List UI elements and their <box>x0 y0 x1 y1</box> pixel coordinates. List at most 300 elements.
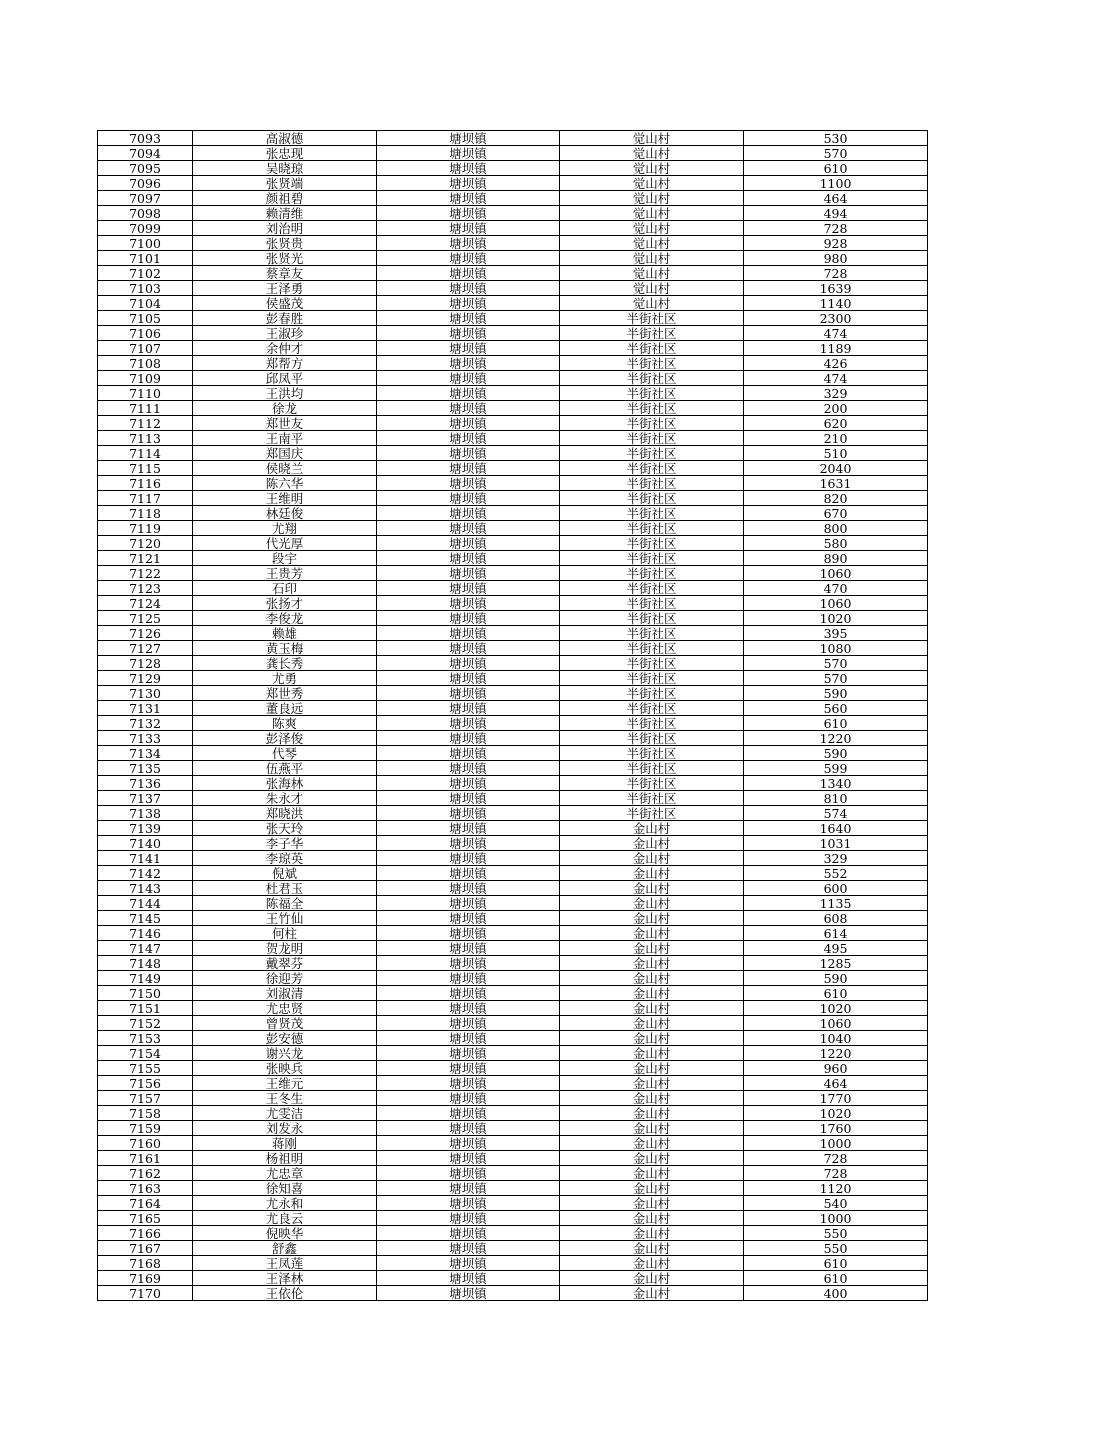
village-cell: 半街社区 <box>560 656 744 671</box>
row-number-cell: 7113 <box>98 431 193 446</box>
row-number-cell: 7143 <box>98 881 193 896</box>
amount-cell: 1631 <box>744 476 928 491</box>
name-cell: 颜祖碧 <box>193 191 377 206</box>
town-cell: 塘坝镇 <box>377 551 560 566</box>
row-number-cell: 7119 <box>98 521 193 536</box>
village-cell: 半街社区 <box>560 326 744 341</box>
village-cell: 金山村 <box>560 1286 744 1301</box>
amount-cell: 552 <box>744 866 928 881</box>
town-cell: 塘坝镇 <box>377 431 560 446</box>
row-number-cell: 7149 <box>98 971 193 986</box>
village-cell: 金山村 <box>560 1001 744 1016</box>
name-cell: 尤勇 <box>193 671 377 686</box>
amount-cell: 1020 <box>744 1001 928 1016</box>
village-cell: 金山村 <box>560 971 744 986</box>
name-cell: 李俊龙 <box>193 611 377 626</box>
row-number-cell: 7153 <box>98 1031 193 1046</box>
row-number-cell: 7104 <box>98 296 193 311</box>
row-number-cell: 7132 <box>98 716 193 731</box>
row-number-cell: 7103 <box>98 281 193 296</box>
name-cell: 张贤贵 <box>193 236 377 251</box>
name-cell: 黄玉梅 <box>193 641 377 656</box>
amount-cell: 1770 <box>744 1091 928 1106</box>
town-cell: 塘坝镇 <box>377 1166 560 1181</box>
row-number-cell: 7094 <box>98 146 193 161</box>
table-row <box>98 1181 928 1196</box>
town-cell: 塘坝镇 <box>377 386 560 401</box>
village-cell: 金山村 <box>560 821 744 836</box>
amount-cell: 1000 <box>744 1136 928 1151</box>
row-number-cell: 7138 <box>98 806 193 821</box>
row-number-cell: 7106 <box>98 326 193 341</box>
village-cell: 觉山村 <box>560 131 744 146</box>
amount-cell: 728 <box>744 1166 928 1181</box>
name-cell: 代光厚 <box>193 536 377 551</box>
town-cell: 塘坝镇 <box>377 1151 560 1166</box>
amount-cell: 1220 <box>744 1046 928 1061</box>
row-number-cell: 7126 <box>98 626 193 641</box>
amount-cell: 550 <box>744 1226 928 1241</box>
row-number-cell: 7115 <box>98 461 193 476</box>
name-cell: 倪映华 <box>193 1226 377 1241</box>
table-row <box>98 326 928 341</box>
amount-cell: 728 <box>744 266 928 281</box>
amount-cell: 2040 <box>744 461 928 476</box>
row-number-cell: 7136 <box>98 776 193 791</box>
village-cell: 金山村 <box>560 1166 744 1181</box>
amount-cell: 426 <box>744 356 928 371</box>
table-row <box>98 236 928 251</box>
table-row <box>98 281 928 296</box>
village-cell: 金山村 <box>560 1151 744 1166</box>
town-cell: 塘坝镇 <box>377 1196 560 1211</box>
amount-cell: 510 <box>744 446 928 461</box>
village-cell: 金山村 <box>560 1241 744 1256</box>
village-cell: 金山村 <box>560 1211 744 1226</box>
table-row <box>98 926 928 941</box>
name-cell: 李子华 <box>193 836 377 851</box>
row-number-cell: 7122 <box>98 566 193 581</box>
amount-cell: 1060 <box>744 1016 928 1031</box>
town-cell: 塘坝镇 <box>377 581 560 596</box>
town-cell: 塘坝镇 <box>377 1226 560 1241</box>
name-cell: 彭安德 <box>193 1031 377 1046</box>
village-cell: 金山村 <box>560 1181 744 1196</box>
name-cell: 王凤莲 <box>193 1256 377 1271</box>
amount-cell: 1031 <box>744 836 928 851</box>
table-row <box>98 611 928 626</box>
row-number-cell: 7120 <box>98 536 193 551</box>
town-cell: 塘坝镇 <box>377 491 560 506</box>
table-row <box>98 851 928 866</box>
table-row <box>98 1136 928 1151</box>
amount-cell: 610 <box>744 716 928 731</box>
table-row <box>98 1166 928 1181</box>
name-cell: 尤良云 <box>193 1211 377 1226</box>
amount-cell: 1220 <box>744 731 928 746</box>
amount-cell: 1060 <box>744 596 928 611</box>
town-cell: 塘坝镇 <box>377 746 560 761</box>
table-row <box>98 896 928 911</box>
town-cell: 塘坝镇 <box>377 1061 560 1076</box>
table-row <box>98 956 928 971</box>
amount-cell: 570 <box>744 671 928 686</box>
name-cell: 邱凤平 <box>193 371 377 386</box>
amount-cell: 590 <box>744 971 928 986</box>
town-cell: 塘坝镇 <box>377 821 560 836</box>
village-cell: 金山村 <box>560 896 744 911</box>
village-cell: 半街社区 <box>560 536 744 551</box>
name-cell: 王泽勇 <box>193 281 377 296</box>
town-cell: 塘坝镇 <box>377 926 560 941</box>
village-cell: 觉山村 <box>560 146 744 161</box>
village-cell: 觉山村 <box>560 266 744 281</box>
row-number-cell: 7101 <box>98 251 193 266</box>
village-cell: 半街社区 <box>560 671 744 686</box>
town-cell: 塘坝镇 <box>377 701 560 716</box>
row-number-cell: 7157 <box>98 1091 193 1106</box>
table-row <box>98 1031 928 1046</box>
table-row <box>98 371 928 386</box>
amount-cell: 1135 <box>744 896 928 911</box>
name-cell: 朱永才 <box>193 791 377 806</box>
town-cell: 塘坝镇 <box>377 731 560 746</box>
amount-cell: 1040 <box>744 1031 928 1046</box>
name-cell: 张海林 <box>193 776 377 791</box>
village-cell: 半街社区 <box>560 551 744 566</box>
village-cell: 金山村 <box>560 1106 744 1121</box>
row-number-cell: 7125 <box>98 611 193 626</box>
table-row <box>98 941 928 956</box>
village-cell: 半街社区 <box>560 356 744 371</box>
amount-cell: 1120 <box>744 1181 928 1196</box>
town-cell: 塘坝镇 <box>377 176 560 191</box>
village-cell: 金山村 <box>560 1196 744 1211</box>
name-cell: 赖清维 <box>193 206 377 221</box>
table-row <box>98 506 928 521</box>
name-cell: 尤翔 <box>193 521 377 536</box>
town-cell: 塘坝镇 <box>377 1106 560 1121</box>
town-cell: 塘坝镇 <box>377 371 560 386</box>
village-cell: 半街社区 <box>560 431 744 446</box>
village-cell: 金山村 <box>560 1121 744 1136</box>
town-cell: 塘坝镇 <box>377 311 560 326</box>
village-cell: 觉山村 <box>560 251 744 266</box>
table-row <box>98 296 928 311</box>
name-cell: 戴翠芬 <box>193 956 377 971</box>
name-cell: 舒鑫 <box>193 1241 377 1256</box>
table-row <box>98 866 928 881</box>
row-number-cell: 7154 <box>98 1046 193 1061</box>
name-cell: 侯盛茂 <box>193 296 377 311</box>
row-number-cell: 7170 <box>98 1286 193 1301</box>
row-number-cell: 7117 <box>98 491 193 506</box>
row-number-cell: 7095 <box>98 161 193 176</box>
name-cell: 郑晓洪 <box>193 806 377 821</box>
name-cell: 张贤端 <box>193 176 377 191</box>
amount-cell: 530 <box>744 131 928 146</box>
amount-cell: 400 <box>744 1286 928 1301</box>
row-number-cell: 7164 <box>98 1196 193 1211</box>
amount-cell: 928 <box>744 236 928 251</box>
row-number-cell: 7137 <box>98 791 193 806</box>
row-number-cell: 7141 <box>98 851 193 866</box>
name-cell: 代琴 <box>193 746 377 761</box>
amount-cell: 1140 <box>744 296 928 311</box>
table-row <box>98 776 928 791</box>
table-row <box>98 836 928 851</box>
table-row <box>98 1106 928 1121</box>
village-cell: 觉山村 <box>560 176 744 191</box>
name-cell: 张映兵 <box>193 1061 377 1076</box>
row-number-cell: 7118 <box>98 506 193 521</box>
amount-cell: 464 <box>744 191 928 206</box>
row-number-cell: 7145 <box>98 911 193 926</box>
table-row <box>98 161 928 176</box>
table-row <box>98 536 928 551</box>
name-cell: 谢兴龙 <box>193 1046 377 1061</box>
town-cell: 塘坝镇 <box>377 851 560 866</box>
row-number-cell: 7135 <box>98 761 193 776</box>
village-cell: 半街社区 <box>560 701 744 716</box>
table-row <box>98 341 928 356</box>
village-cell: 金山村 <box>560 986 744 1001</box>
village-cell: 半街社区 <box>560 521 744 536</box>
table-row <box>98 431 928 446</box>
table-row <box>98 1241 928 1256</box>
table-row <box>98 1121 928 1136</box>
village-cell: 觉山村 <box>560 191 744 206</box>
amount-cell: 820 <box>744 491 928 506</box>
name-cell: 郑帮方 <box>193 356 377 371</box>
table-row <box>98 176 928 191</box>
amount-cell: 210 <box>744 431 928 446</box>
town-cell: 塘坝镇 <box>377 401 560 416</box>
table-row <box>98 401 928 416</box>
row-number-cell: 7099 <box>98 221 193 236</box>
table-row <box>98 1226 928 1241</box>
name-cell: 尤雯洁 <box>193 1106 377 1121</box>
table-row <box>98 641 928 656</box>
village-cell: 半街社区 <box>560 461 744 476</box>
amount-cell: 890 <box>744 551 928 566</box>
amount-cell: 800 <box>744 521 928 536</box>
amount-cell: 590 <box>744 746 928 761</box>
amount-cell: 329 <box>744 851 928 866</box>
town-cell: 塘坝镇 <box>377 221 560 236</box>
village-cell: 半街社区 <box>560 761 744 776</box>
table-row <box>98 761 928 776</box>
table-row <box>98 251 928 266</box>
village-cell: 半街社区 <box>560 506 744 521</box>
row-number-cell: 7100 <box>98 236 193 251</box>
name-cell: 彭泽俊 <box>193 731 377 746</box>
row-number-cell: 7165 <box>98 1211 193 1226</box>
town-cell: 塘坝镇 <box>377 596 560 611</box>
village-cell: 半街社区 <box>560 731 744 746</box>
amount-cell: 1100 <box>744 176 928 191</box>
village-cell: 金山村 <box>560 1136 744 1151</box>
town-cell: 塘坝镇 <box>377 341 560 356</box>
village-cell: 半街社区 <box>560 491 744 506</box>
row-number-cell: 7155 <box>98 1061 193 1076</box>
amount-cell: 599 <box>744 761 928 776</box>
village-cell: 金山村 <box>560 881 744 896</box>
amount-cell: 1640 <box>744 821 928 836</box>
town-cell: 塘坝镇 <box>377 266 560 281</box>
table-row <box>98 1091 928 1106</box>
row-number-cell: 7167 <box>98 1241 193 1256</box>
amount-cell: 474 <box>744 371 928 386</box>
town-cell: 塘坝镇 <box>377 281 560 296</box>
town-cell: 塘坝镇 <box>377 476 560 491</box>
row-number-cell: 7140 <box>98 836 193 851</box>
table-row <box>98 356 928 371</box>
name-cell: 倪斌 <box>193 866 377 881</box>
table-row <box>98 446 928 461</box>
town-cell: 塘坝镇 <box>377 326 560 341</box>
town-cell: 塘坝镇 <box>377 1256 560 1271</box>
town-cell: 塘坝镇 <box>377 626 560 641</box>
name-cell: 王南平 <box>193 431 377 446</box>
town-cell: 塘坝镇 <box>377 566 560 581</box>
name-cell: 赖雄 <box>193 626 377 641</box>
amount-cell: 2300 <box>744 311 928 326</box>
town-cell: 塘坝镇 <box>377 416 560 431</box>
amount-cell: 494 <box>744 206 928 221</box>
amount-cell: 570 <box>744 146 928 161</box>
row-number-cell: 7112 <box>98 416 193 431</box>
table-body <box>98 131 928 1301</box>
row-number-cell: 7130 <box>98 686 193 701</box>
village-cell: 半街社区 <box>560 416 744 431</box>
name-cell: 曾贤茂 <box>193 1016 377 1031</box>
village-cell: 半街社区 <box>560 446 744 461</box>
name-cell: 王洪均 <box>193 386 377 401</box>
row-number-cell: 7169 <box>98 1271 193 1286</box>
village-cell: 半街社区 <box>560 746 744 761</box>
village-cell: 半街社区 <box>560 716 744 731</box>
table-row <box>98 1286 928 1301</box>
name-cell: 郑国庆 <box>193 446 377 461</box>
table-row <box>98 581 928 596</box>
name-cell: 刘治明 <box>193 221 377 236</box>
table-row <box>98 716 928 731</box>
table-row <box>98 806 928 821</box>
table-row <box>98 986 928 1001</box>
table-row <box>98 821 928 836</box>
name-cell: 王依伦 <box>193 1286 377 1301</box>
table-row <box>98 731 928 746</box>
name-cell: 彭春胜 <box>193 311 377 326</box>
row-number-cell: 7131 <box>98 701 193 716</box>
row-number-cell: 7093 <box>98 131 193 146</box>
town-cell: 塘坝镇 <box>377 1211 560 1226</box>
table-row <box>98 221 928 236</box>
table-row <box>98 566 928 581</box>
town-cell: 塘坝镇 <box>377 1016 560 1031</box>
town-cell: 塘坝镇 <box>377 1091 560 1106</box>
name-cell: 陈爽 <box>193 716 377 731</box>
village-cell: 半街社区 <box>560 776 744 791</box>
row-number-cell: 7152 <box>98 1016 193 1031</box>
village-cell: 金山村 <box>560 1061 744 1076</box>
town-cell: 塘坝镇 <box>377 986 560 1001</box>
village-cell: 觉山村 <box>560 221 744 236</box>
row-number-cell: 7133 <box>98 731 193 746</box>
town-cell: 塘坝镇 <box>377 1031 560 1046</box>
table-row <box>98 1256 928 1271</box>
table-row <box>98 311 928 326</box>
row-number-cell: 7121 <box>98 551 193 566</box>
amount-cell: 1639 <box>744 281 928 296</box>
village-cell: 半街社区 <box>560 581 744 596</box>
name-cell: 张忠现 <box>193 146 377 161</box>
table-row <box>98 686 928 701</box>
row-number-cell: 7110 <box>98 386 193 401</box>
name-cell: 杜君玉 <box>193 881 377 896</box>
amount-cell: 495 <box>744 941 928 956</box>
village-cell: 觉山村 <box>560 236 744 251</box>
row-number-cell: 7166 <box>98 1226 193 1241</box>
table-row <box>98 626 928 641</box>
amount-cell: 574 <box>744 806 928 821</box>
town-cell: 塘坝镇 <box>377 1181 560 1196</box>
amount-cell: 470 <box>744 581 928 596</box>
row-number-cell: 7146 <box>98 926 193 941</box>
village-cell: 金山村 <box>560 911 744 926</box>
table-row <box>98 191 928 206</box>
amount-cell: 1285 <box>744 956 928 971</box>
name-cell: 董良远 <box>193 701 377 716</box>
amount-cell: 810 <box>744 791 928 806</box>
village-cell: 金山村 <box>560 1226 744 1241</box>
row-number-cell: 7148 <box>98 956 193 971</box>
row-number-cell: 7168 <box>98 1256 193 1271</box>
village-cell: 半街社区 <box>560 686 744 701</box>
name-cell: 王维元 <box>193 1076 377 1091</box>
town-cell: 塘坝镇 <box>377 791 560 806</box>
amount-cell: 1020 <box>744 611 928 626</box>
amount-cell: 200 <box>744 401 928 416</box>
row-number-cell: 7109 <box>98 371 193 386</box>
village-cell: 金山村 <box>560 941 744 956</box>
table-row <box>98 971 928 986</box>
table-row <box>98 1151 928 1166</box>
town-cell: 塘坝镇 <box>377 1121 560 1136</box>
village-cell: 金山村 <box>560 1256 744 1271</box>
name-cell: 尤永和 <box>193 1196 377 1211</box>
table-row <box>98 911 928 926</box>
table-row <box>98 596 928 611</box>
town-cell: 塘坝镇 <box>377 641 560 656</box>
name-cell: 郑世友 <box>193 416 377 431</box>
town-cell: 塘坝镇 <box>377 911 560 926</box>
amount-cell: 728 <box>744 1151 928 1166</box>
table-row <box>98 386 928 401</box>
row-number-cell: 7158 <box>98 1106 193 1121</box>
row-number-cell: 7114 <box>98 446 193 461</box>
village-cell: 金山村 <box>560 1031 744 1046</box>
name-cell: 尤忠章 <box>193 1166 377 1181</box>
village-cell: 半街社区 <box>560 611 744 626</box>
town-cell: 塘坝镇 <box>377 896 560 911</box>
village-cell: 金山村 <box>560 836 744 851</box>
row-number-cell: 7161 <box>98 1151 193 1166</box>
name-cell: 刘淑清 <box>193 986 377 1001</box>
village-cell: 半街社区 <box>560 641 744 656</box>
village-cell: 金山村 <box>560 956 744 971</box>
